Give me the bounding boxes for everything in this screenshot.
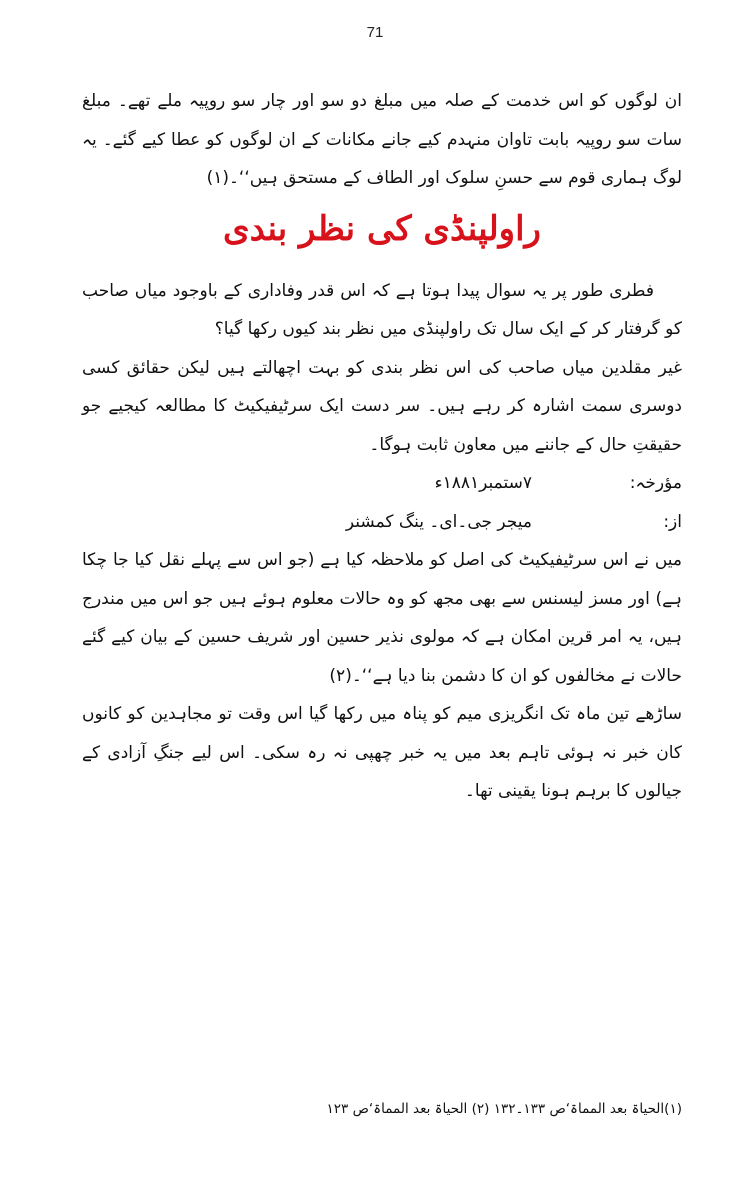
closing-paragraph: ساڑھے تین ماہ تک انگریزی میم کو پناہ میں رکھا گیا اس وقت تو مجاہدین کو کانوں کان خبر نہ ہوئی تاہم بعد میں یہ خبر چھپی نہ رہ سکی۔ اس لیے جنگِ آزادی کے جیالوں کا برہم ہونا یقینی تھا۔ (82, 704, 682, 801)
date-label: مؤرخہ: (629, 473, 682, 493)
page-number: 71 (366, 24, 384, 41)
from-label: از: (663, 511, 682, 532)
certificate-from-row (82, 503, 682, 542)
certificate-quote: میں نے اس سرٹیفیکیٹ کی اصل کو ملاحظہ کیا ہے (جو اس سے پہلے نقل کیا جا چکا ہے) اور مسز لیسنس سے بھی مجھ کو وہ حالات معلوم ہوئے ہیں جو اس میں مندرج ہیں، یہ امر قرین امکان ہے کہ مولوی نذیر حسین اور شریف حسین کے بیان کیے گئے حالات نے مخالفوں کو ان کا دشمن بنا دیا ہے‘‘۔(۲) (82, 550, 682, 686)
intro-paragraph: ان لوگوں کو اس خدمت کے صلہ میں مبلغ دو سو اور چار سو روپیہ ملے تھے۔ مبلغ سات سو روپیہ بابت تاوان منہدم کیے جانے مکانات کے ان لوگوں کو عطا کیے گئے۔ یہ لوگ ہماری قوم سے حسنِ سلوک اور الطاف کے مستحق ہیں‘‘۔(۱) (82, 91, 682, 188)
footnotes: (۱)الحیاۃ بعد المماۃ‘ص ۱۳۳۔۱۳۲ (۲) الحیاۃ بعد المماۃ‘ص ۱۲۳ (326, 1101, 682, 1117)
section-heading: راولپنڈی کی نظر بندی (223, 208, 541, 249)
question-paragraph: فطری طور پر یہ سوال پیدا ہوتا ہے کہ اس قدر وفاداری کے باوجود میاں صاحب کو گرفتار کر کے ایک سال تک راولپنڈی میں نظر بند کیوں رکھا گیا؟ (82, 280, 682, 339)
analysis-paragraph: غیر مقلدین میاں صاحب کی اس نظر بندی کو بہت اچھالتے ہیں لیکن حقائق کسی دوسری سمت اشارہ کر رہے ہیں۔ سر دست ایک سرٹیفیکیٹ کا مطالعہ کیجیے جو حقیقتِ حال کے جاننے میں معاون ثابت ہوگا۔ (82, 357, 682, 455)
page-body (82, 82, 682, 811)
certificate-date-row (82, 464, 682, 503)
from-value: میجر جی۔ای۔ ینگ کمشنر (345, 511, 532, 532)
date-value: ۷ستمبر۱۸۸۱ء (434, 473, 532, 493)
